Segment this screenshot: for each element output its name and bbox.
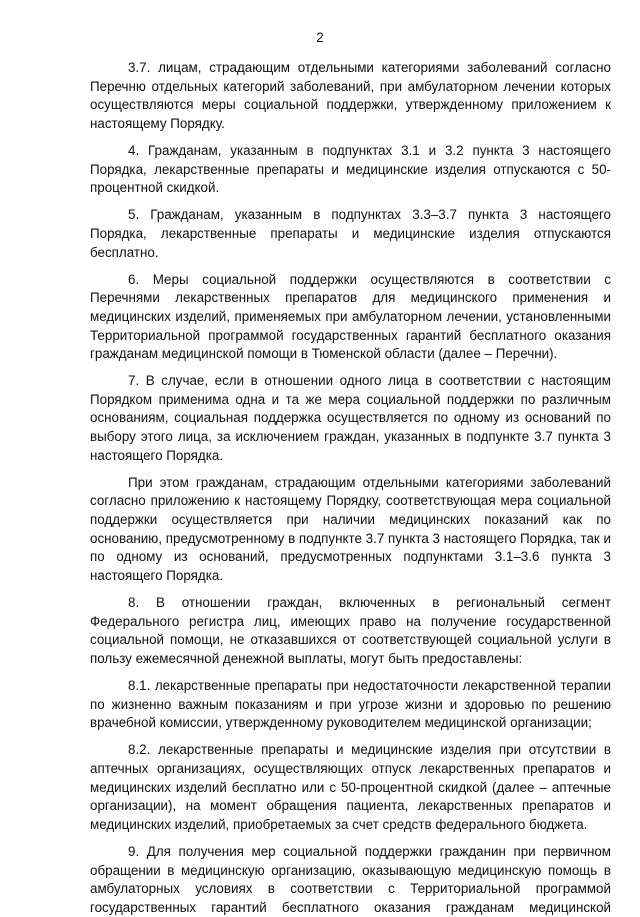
paragraph-7-continued: При этом гражданам, страдающим отдельными категориями заболеваний согласно приложению к настоящему Порядку, соответствующая мера социальной поддержки осуществляется при наличии медицинских показаний как по основанию, предусмотренному в подпункте 3.7 пункта 3 настоящего Порядка, так и по одному из оснований, предусмотренных подпунктами 3.1–3.6 пункта 3 настоящего Порядка. [90,474,611,583]
paragraph-3-7: 3.7. лицам, страдающим отдельными категориями заболеваний согласно Перечню отдельных категорий заболеваний, при амбулаторном лечении которых осуществляются меры социальной поддержки, утвержденному приложением к настоящему Порядку. [90,60,611,131]
document-body [90,59,611,917]
paragraph-6: 6. Меры социальной поддержки осуществляются в соответствии с Перечнями лекарственных препаратов для медицинского применения и медицинских изделий, применяемых при амбулаторном лечении, установленными Территориальной программой государственных гарантий бесплатного оказания гражданам медицинской помощи в Тюменской области (далее – Перечни). [90,271,611,362]
paragraph-4: 4. Гражданам, указанным в подпунктах 3.1 и 3.2 пункта 3 настоящего Порядка, лекарственные препараты и медицинские изделия отпускаются с 50-процентной скидкой. [90,142,611,196]
paragraph-8: 8. В отношении граждан, включенных в региональный сегмент Федерального регистра лиц, имеющих право на получение государственной социальной помощи, не отказавшихся от соответствующей социальной услуги в пользу ежемесячной денежной выплаты, могут быть предоставлены: [90,595,611,666]
paragraph-8-2: 8.2. лекарственные препараты и медицинские изделия при отсутствии в аптечных организациях, осуществляющих отпуск лекарственных препаратов и медицинских изделий бесплатно или с 50-процентной скидкой (далее – аптечные организации), на момент обращения пациента, лекарственных препаратов и медицинских изделий, приобретаемых за счет средств федерального бюджета. [90,742,611,832]
paragraph-9: 9. Для получения мер социальной поддержки гражданин при первичном обращении в медицинскую организацию, оказывающую медицинскую помощь в амбулаторных условиях в соответствии с Территориальной программой государственных гарантий бесплатного оказания гражданам медицинской [90,843,611,915]
paragraph-5: 5. Гражданам, указанным в подпунктах 3.3–3.7 пункта 3 настоящего Порядка, лекарственные препараты и медицинские изделия отпускаются бесплатно. [90,207,611,260]
page-number: 2 [316,30,324,45]
paragraph-7: 7. В случае, если в отношении одного лица в соответствии с настоящим Порядком применима одна и та же мера социальной поддержки по различным основаниям, социальная поддержка осуществляется по одному из оснований по выбору этого лица, за исключением граждан, указанных в подпункте 3.7 пункта 3 настоящего Порядка. [90,373,611,463]
paragraph-8-1: 8.1. лекарственные препараты при недостаточности лекарственной терапии по жизненно важным показаниям и при угрозе жизни и здоровью по решению врачебной комиссии, утвержденному руководителем медицинской организации; [90,677,611,731]
